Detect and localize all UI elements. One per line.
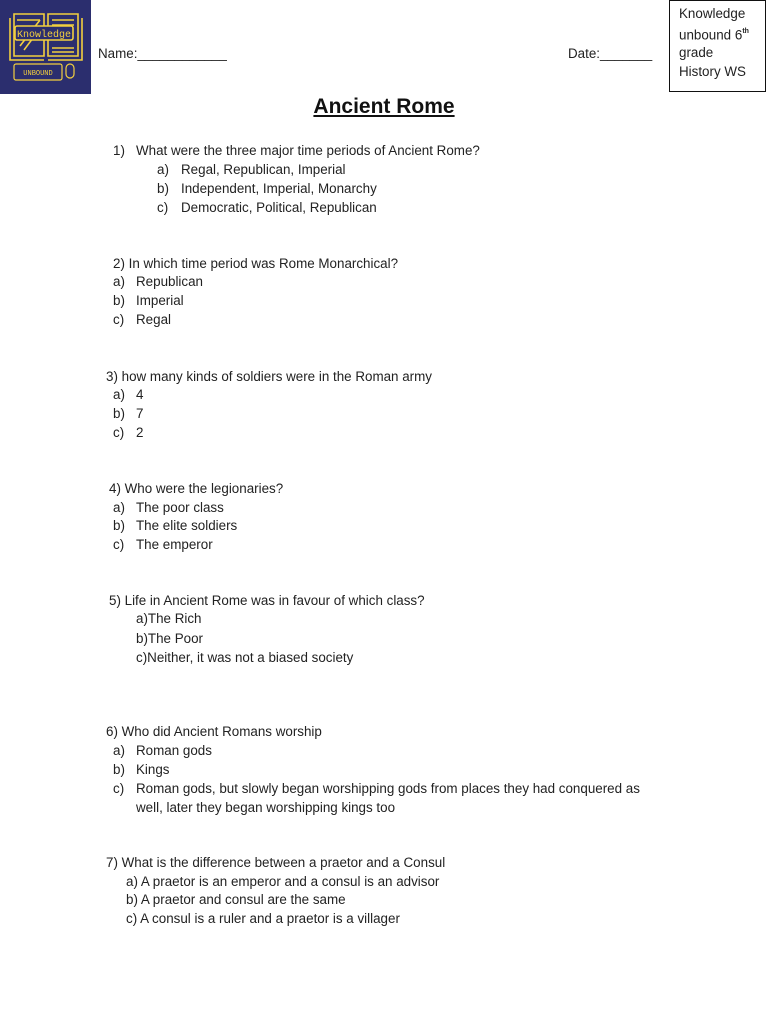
option-text: b)The Poor <box>136 631 203 646</box>
option-label: c) <box>157 200 169 215</box>
option-text: Roman gods, but slowly began worshipping gods from places they had conquered as <box>136 781 640 796</box>
option-label: c) <box>113 312 125 327</box>
question-number: 1) <box>113 143 125 158</box>
info-line-3: grade <box>679 45 714 61</box>
option-label: a) <box>113 743 125 758</box>
option-label: a) <box>157 162 169 177</box>
option-text: Kings <box>136 762 170 777</box>
option-text: 2 <box>136 425 144 440</box>
logo-subtitle: UNBOUND <box>23 70 53 78</box>
option-label: b) <box>113 406 125 421</box>
option-text: Roman gods <box>136 743 212 758</box>
question-prompt: 4) Who were the legionaries? <box>109 481 284 496</box>
option-label: a) <box>113 387 125 402</box>
option-text: c)Neither, it was not a biased society <box>136 650 354 665</box>
option-text: Democratic, Political, Republican <box>181 200 377 215</box>
option-text: Regal, Republican, Imperial <box>181 162 346 177</box>
worksheet-info-box <box>669 0 766 92</box>
question-prompt: What were the three major time periods of Ancient Rome? <box>136 143 480 158</box>
option-label: c) <box>113 425 125 440</box>
option-text-continued: well, later they began worshipping kings too <box>136 800 396 815</box>
option-text: Imperial <box>136 293 184 308</box>
option-text: 7 <box>136 406 144 421</box>
option-text: The emperor <box>136 537 213 552</box>
option-text: 4 <box>136 387 144 402</box>
option-label: b) <box>113 762 125 777</box>
option-label: c) <box>113 537 125 552</box>
option-text: a)The Rich <box>136 611 202 626</box>
option-label: b) <box>113 518 125 533</box>
option-text: a) A praetor is an emperor and a consul is an advisor <box>126 874 440 889</box>
question-prompt: 6) Who did Ancient Romans worship <box>106 724 322 739</box>
info-line-2: unbound 6th <box>679 26 749 42</box>
question-prompt: 2) In which time period was Rome Monarchical? <box>113 256 399 271</box>
option-label: b) <box>157 181 169 196</box>
option-label: b) <box>113 293 125 308</box>
option-text: The elite soldiers <box>136 518 238 533</box>
knowledge-unbound-logo <box>0 0 91 94</box>
option-text: Independent, Imperial, Monarchy <box>181 181 377 196</box>
info-line-4: History WS <box>679 63 746 79</box>
question-prompt: 7) What is the difference between a praetor and a Consul <box>106 855 446 870</box>
option-label: a) <box>113 500 125 515</box>
question-prompt: 5) Life in Ancient Rome was in favour of which class? <box>109 593 425 608</box>
option-text: The poor class <box>136 500 224 515</box>
page-title: Ancient Rome <box>313 95 455 118</box>
question-prompt: 3) how many kinds of soldiers were in the Roman army <box>106 369 432 384</box>
option-text: b) A praetor and consul are the same <box>126 892 346 907</box>
option-label: c) <box>113 781 125 796</box>
name-field: Name:____________ <box>98 46 227 61</box>
info-line-1: Knowledge <box>679 6 746 21</box>
date-field: Date:_______ <box>568 46 653 61</box>
option-text: Republican <box>136 274 203 289</box>
option-text: Regal <box>136 312 171 327</box>
option-text: c) A consul is a ruler and a praetor is a villager <box>126 911 400 926</box>
option-label: a) <box>113 274 125 289</box>
logo-wordmark: Knowledge <box>16 30 72 41</box>
